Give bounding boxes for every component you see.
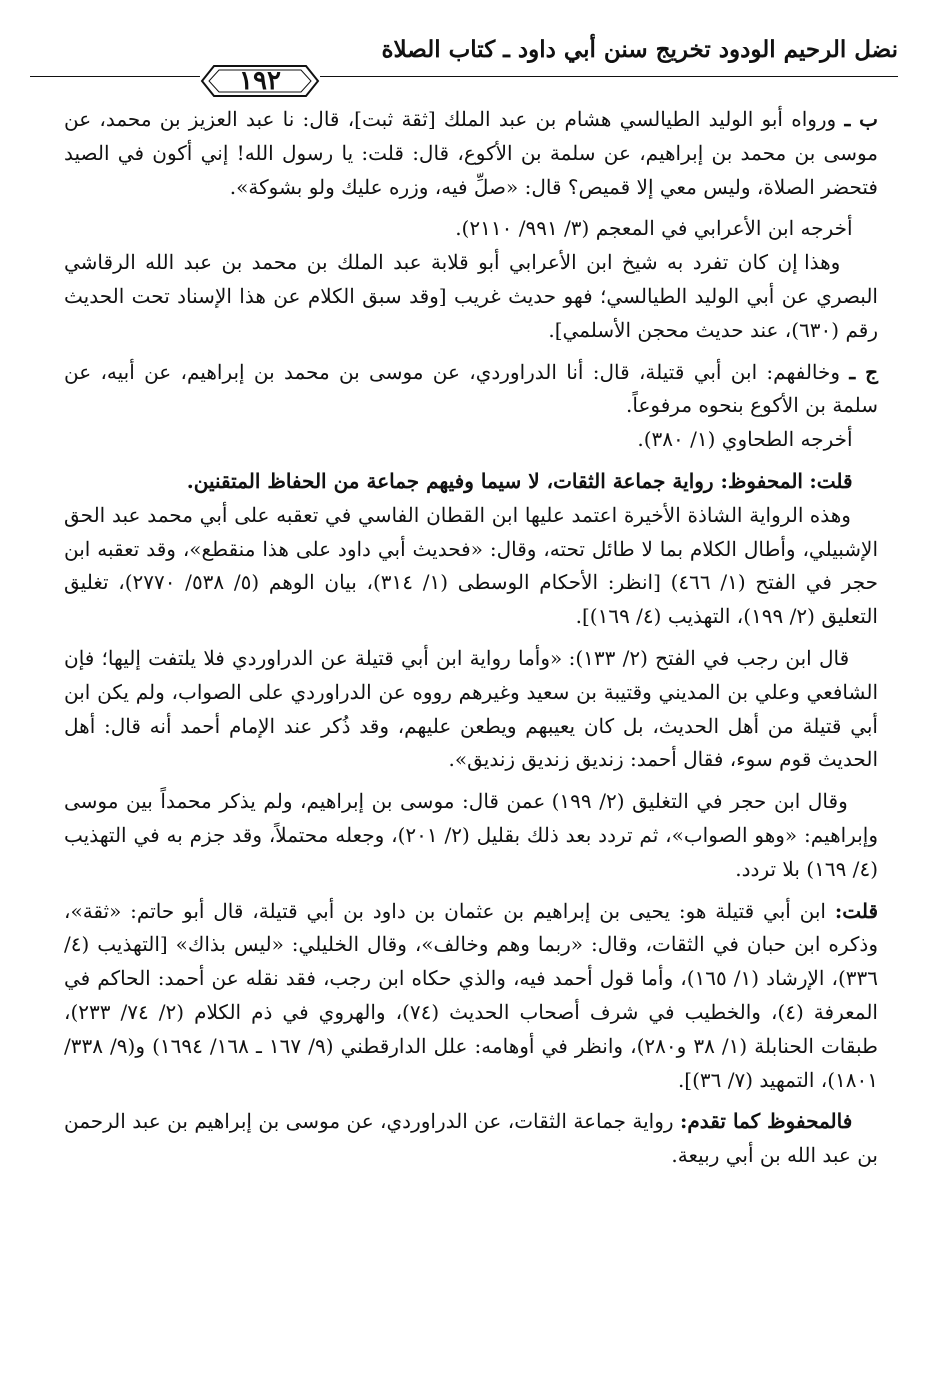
paragraph-text: ابن أبي قتيلة هو: يحيى بن إبراهيم بن عثمان بن داود بن أبي قتيلة، قال أبو حاتم: «ثقة»، وذكره ابن حبان في الثقات، وقال: «ربما وهم وخالف»، وقال الخليلي: «ليس بذاك» [التهذيب (٤/ ٣٣٦)، الإرشاد (١/ ١٦٥)، وأما قول أحمد فيه، والذي حكاه ابن رجب، فقد نقله عن أحمد: الحاكم في المعرفة (٤)، والخطيب في شرف أصحاب الحديث (٧٤)، والهروي في ذم الكلام (٢/ ٧٤/ ٢٣٣)، طبقات الحنابلة (١/ ٣٨ و٢٨٠)، وانظر في أوهامه: علل الدارقطني (٩/ ١٦٧ ـ ١٦٨/ ١٦٩٤) و(٩/ ٣٣٨/ ١٨٠١)، التمهيد (٧/ ٣٦)]. xyxy=(64,898,878,1092)
paragraph-b xyxy=(64,103,878,204)
paragraph xyxy=(64,423,878,457)
page-body xyxy=(64,103,878,1173)
page-header xyxy=(30,18,898,96)
paragraph-label: ب ـ xyxy=(844,107,879,131)
paragraph-label: قلت: xyxy=(809,468,853,493)
paragraph-label: قلت: xyxy=(834,898,879,923)
paragraph-text: أخرجه الطحاوي (١/ ٣٨٠). xyxy=(637,427,853,452)
paragraph xyxy=(64,785,878,886)
paragraph-conclusion xyxy=(64,465,878,499)
page-number-badge xyxy=(200,64,320,98)
paragraph xyxy=(64,642,878,777)
paragraph-text: المحفوظ: رواية جماعة الثقات، لا سيما وفيهم جماعة من الحفاظ المتقنين. xyxy=(186,468,803,493)
paragraph-text: وقال ابن حجر في التغليق (٢/ ١٩٩) عمن قال: موسى بن إبراهيم، ولم يذكر محمداً بين موسى وإبراهيم: «وهو الصواب»، ثم تردد بعد ذلك بقليل (٢/ ٢٠١)، وجعله محتملاً، وقد جزم به في التهذيب (٤/ ١٦٩) بلا تردد. xyxy=(64,789,878,881)
paragraph-c xyxy=(64,356,878,424)
paragraph-conclusion xyxy=(64,895,878,1098)
paragraph-text: وخالفهم: ابن أبي قتيلة، قال: أنا الدراوردي، عن موسى بن محمد بن إبراهيم، عن أبيه، عن سلمة بن الأكوع بنحوه مرفوعاً. xyxy=(64,359,878,418)
paragraph-text: رواية جماعة الثقات، عن الدراوردي، عن موسى بن إبراهيم بن عبد الرحمن بن عبد الله بن أبي ربيعة. xyxy=(64,1109,878,1168)
header-rule xyxy=(30,76,898,77)
paragraph-label: ج ـ xyxy=(849,359,878,384)
paragraph-conclusion xyxy=(64,1105,878,1173)
paragraph xyxy=(64,499,878,634)
paragraph xyxy=(64,212,878,246)
paragraph-text: ورواه أبو الوليد الطيالسي هشام بن عبد الملك [ثقة ثبت]، قال: نا عبد العزيز بن محمد، عن موسى بن محمد بن إبراهيم، عن سلمة بن الأكوع، قال: قلت: يا رسول الله! إني أكون في الصيد فتحضر الصلاة، وليس معي إلا قميص؟ قال: «صلِّ فيه، وزره عليك ولو بشوكة». xyxy=(64,107,878,199)
running-title: نضل الرحيم الودود تخريج سنن أبي داود ـ كتاب الصلاة xyxy=(381,36,898,63)
paragraph-text: أخرجه ابن الأعرابي في المعجم (٣/ ٩٩١/ ٢١١٠). xyxy=(455,216,853,241)
page-number: ١٩٢ xyxy=(239,66,281,96)
paragraph-text: وهذا إن كان تفرد به شيخ ابن الأعرابي أبو قلابة عبد الملك بن محمد بن عبد الله الرقاشي البصري عن أبي الوليد الطيالسي؛ فهو حديث غريب [وقد سبق الكلام عن هذا الإسناد تحت الحديث رقم (٦٣٠)، عند حديث محجن الأسلمي]. xyxy=(64,250,878,342)
paragraph-text: وهذه الرواية الشاذة الأخيرة اعتمد عليها ابن القطان الفاسي في تعقبه على أبي محمد عبد الحق الإشبيلي، وأطال الكلام بما لا طائل تحته، وقال: «فحديث أبي داود على هذا منقطع»، وقد تعقبه ابن حجر في الفتح (١/ ٤٦٦) [انظر: الأحكام الوسطى (١/ ٣١٤)، بيان الوهم (٥/ ٥٣٨/ ٢٧٧٠)، تغليق التعليق (٢/ ١٩٩)، التهذيب (٤/ ١٦٩)]. xyxy=(64,502,878,629)
paragraph-label: فالمحفوظ كما تقدم: xyxy=(679,1109,853,1134)
paragraph xyxy=(64,246,878,347)
paragraph-text: قال ابن رجب في الفتح (٢/ ١٣٣): «وأما رواية ابن أبي قتيلة عن الدراوردي فلا يلتفت إليها؛ فإن الشافعي وعلي بن المديني وقتيبة بن سعيد وغيرهم رووه عن الدراوردي على الصواب، ولم يكن ابن أبي قتيلة من أهل الحديث، بل كان يعيبهم ويطعن عليهم، وقد ذُكر عند الإمام أحمد أنه قال: أهل الحديث قوم سوء، فقال أحمد: زنديق زنديق زنديق». xyxy=(64,645,878,772)
